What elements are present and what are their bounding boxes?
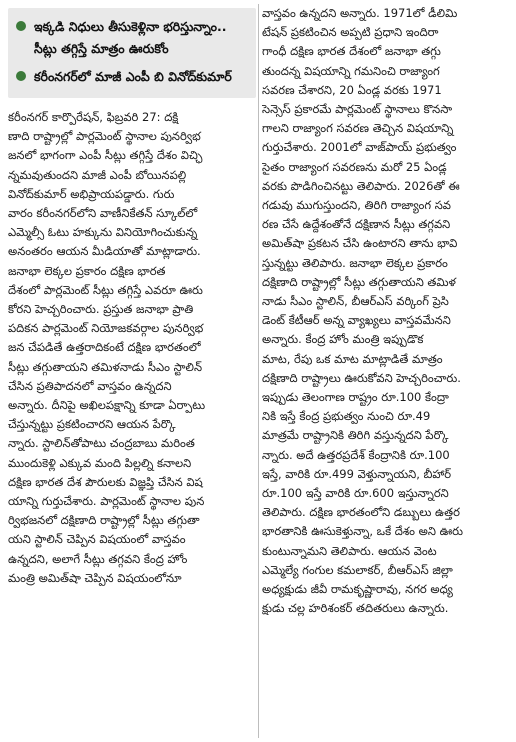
article-line: చేసిన ప్రతిపాదనలో వాస్తవం ఉన్నదని <box>8 378 172 393</box>
article-body-left <box>8 108 256 588</box>
highlight-item <box>16 66 248 88</box>
article-line: భారతానికి ఊసుకెళ్తున్నా, ఒకే దేశం అని ఊరు <box>262 524 463 539</box>
article-line: గాంధీ దక్షిణ భారత దేశంలో జనాభా తగ్గు <box>262 44 441 59</box>
article-line: రణ చేసే ఉద్దేశంతోనే దక్షిణాన సీట్లు తగ్గవని <box>262 217 451 232</box>
article-line: దక్షిణాది రాష్ట్రాల్లో సీట్లు తగ్గుతాయని తమిళ <box>262 274 456 289</box>
article-line: ఇప్పుడు తెలంగాణ రాష్ట్రం రూ.100 కేంద్రా <box>262 390 449 405</box>
highlight-item <box>16 16 248 60</box>
highlights-box <box>8 8 256 98</box>
article-line: అన్నారు. దీనిపై అఖిలపక్షాన్ని కూడా ఏర్పాటు <box>8 398 206 413</box>
article-line: వాస్తవం ఉన్నదని అన్నారు. 1971లో డీలిమి <box>262 6 458 20</box>
article-body-right <box>262 4 510 619</box>
article-line: నికి ఇస్తే కేంద్ర ప్రభుత్వం నుంచి రూ.49 <box>262 409 431 424</box>
article-line: మంత్రి అమిత్‌షా చెప్పిన విషయంలోనూ <box>8 570 182 585</box>
column-divider <box>258 4 259 738</box>
article-line: అధ్యక్షుడు జీవీ రామకృష్ణారావు, నగర అధ్య <box>262 582 453 597</box>
bullet-icon <box>16 71 26 81</box>
article-line: గాలని రాజ్యాంగ సవరణ తెచ్చిన విషయాన్ని <box>262 121 454 136</box>
article-line: ఎమ్మెల్సీ ఓటు హక్కును వినియోగించుకున్న <box>8 225 198 240</box>
article-line: ర్విభజనలో దక్షిణాది రాష్ట్రాల్లో సీట్లు తగ్గుతా <box>8 513 200 528</box>
article-line: అన్నారు. కేంద్ర హోం మంత్రి ఇప్పుడొక <box>262 332 424 347</box>
article-line: డెంట్ కేటీఆర్ అన్న వ్యాఖ్యలు వాస్తవమేనని <box>262 313 451 328</box>
article-line: కుంటున్నామని తెలిపారు. ఆయన వెంట <box>262 543 437 558</box>
article-line: చేస్తున్నట్టు ప్రకటించారని ఆయన పేర్కొ <box>8 417 176 432</box>
bullet-icon <box>16 21 26 31</box>
article-line: ఎమ్మెల్యే గంగుల కమలాకర్, బీఆర్‌ఎస్ జిల్లా <box>262 562 453 577</box>
article-line: ముందుకెళ్లి ఎక్కువ మంది పిల్లల్ని కనాలని <box>8 455 192 470</box>
article-line: జనాభా లెక్కల ప్రకారం దక్షిణ భారత <box>8 263 166 278</box>
article-line: క్షుడు చల్ల హరిశంకర్ తదితరులు ఉన్నారు. <box>262 601 449 616</box>
article-line: దక్షిణాది రాష్ట్రాలు ఊరుకోవని హెచ్చరించారు. <box>262 370 461 385</box>
article-line: న్నారు. అదే ఉత్తరప్రదేశ్ కేంద్రానికి రూ.100 <box>262 447 450 462</box>
article-line: అనంతరం ఆయన మీడియాతో మాట్లాడారు. <box>8 244 201 259</box>
highlight-text: కరీంనగర్‌లో మాజీ ఎంపీ బి వినోద్‌కుమార్ <box>34 69 232 84</box>
article-line: దేశంలో పార్లమెంట్ సీట్లు తగ్గిస్తే ఎవరూ ఊరు <box>8 282 203 297</box>
article-line: స్తున్నట్టు తెలిపారు. జనాభా లెక్కల ప్రకారం <box>262 255 448 270</box>
article-line: మాత్రమే రాష్ట్రానికి తిరిగి వస్తున్నదని పేర్కొ <box>262 428 449 443</box>
article-line: నాడు సీఎం స్టాలిన్, బీఆర్‌ఎస్ వర్కింగ్ ప్రెసి <box>262 294 449 309</box>
article-line: సవరణ చేశారని, 20 ఏండ్ల వరకు 1971 <box>262 82 442 97</box>
article-line: ఇస్తే, వారికి రూ.499 వెళ్తున్నాయని, బీహార్ <box>262 466 452 481</box>
article-line: అమిత్‌షా ప్రకటన చేసి ఉంటారని తాను భావి <box>262 236 458 251</box>
article-line: సైతం రాజ్యాంగ సవరణను మరో 25 ఏండ్ల <box>262 159 447 174</box>
article-line: తుందన్న విషయాన్ని గమనించి రాజ్యాంగ <box>262 63 440 78</box>
article-line: కరీంనగర్ కార్పొరేషన్, ఫిబ్రవరి 27: దక్షి <box>8 110 179 124</box>
article-line: వినోద్‌కుమార్ అభిప్రాయపడ్డారు. గురు <box>8 186 175 201</box>
article-line: సీట్లు తగ్గుతాయని తమిళనాడు సీఎం స్టాలిన్ <box>8 359 203 374</box>
article-line: గడువు ముగుస్తుందని, తిరిగి రాజ్యాంగ సవ <box>262 198 451 213</box>
article-line: టేషన్ ప్రకటించిన అప్పటి ప్రధాని ఇందిరా <box>262 25 439 40</box>
article-line: వరకు పొడిగించినట్టు తెలిపారు. 2026తో ఈ <box>262 178 460 193</box>
highlight-text: ఇక్కడి నిధులు తీసుకెళ్లినా భరిస్తున్నాం.. సీట్లు తగ్గిస్తే మాత్రం ఊరుకోం <box>34 19 227 56</box>
article-line: యని స్టాలిన్ చెప్పిన విషయంలో వాస్తవం <box>8 532 186 547</box>
article-line: వారం కరీంనగర్‌లోని వాణీనికేతన్ స్కూల్‌లో <box>8 206 198 221</box>
article-line: ణాది రాష్ట్రాల్లో పార్లమెంట్ స్థానాల పునర్విభ <box>8 129 201 144</box>
left-column <box>8 0 256 588</box>
article-line: జనలో భాగంగా ఎంపీ సీట్లు తగ్గిస్తే దేశం విచ్ఛి <box>8 148 203 163</box>
article-line: న్నమవుతుందని మాజీ ఎంపీ బోయినపల్లి <box>8 167 187 182</box>
article-line: దక్షిణ భారత దేశ పౌరులకు విజ్ఞప్తి చేసిన విష <box>8 474 203 489</box>
article-line: పదికన పార్లమెంట్ నియోజకవర్గాల పునర్విభ <box>8 321 204 336</box>
article-line: మాట, రేపు ఒక మాట మాట్లాడితే మాత్రం <box>262 351 443 366</box>
article-line: యాన్ని గుర్తుచేశారు. పార్లమెంట్ స్థానాల పున <box>8 494 205 509</box>
article-line: జన చేపడితే ఉత్తరాదికంటే దక్షిణ భారతంలో <box>8 340 201 355</box>
article-line: న్నారు. స్టాలిన్‌తోపాటు చంద్రబాబు మరింత <box>8 436 195 451</box>
article-line: గుర్తుచేశారు. 2001లో వాజ్‌పాయ్ ప్రభుత్వం <box>262 140 457 155</box>
article-line: తెలిపారు. దక్షిణ భారతంలోని డబ్బులు ఉత్తర <box>262 505 460 520</box>
article-line: సెన్సెస్ ప్రకారమే పార్లమెంట్ స్థానాలు కొనసా <box>262 102 453 117</box>
article-line: కోరని హెచ్చరించారు. ప్రస్తుత జనాభా ప్రాతి <box>8 302 194 317</box>
right-column <box>262 0 510 619</box>
article-line: ఉన్నదని, అలాగే సీట్లు తగ్గవని కేంద్ర హోం <box>8 551 188 566</box>
article-line: రూ.100 ఇస్తే వారికి రూ.600 ఇస్తున్నారని <box>262 486 449 501</box>
